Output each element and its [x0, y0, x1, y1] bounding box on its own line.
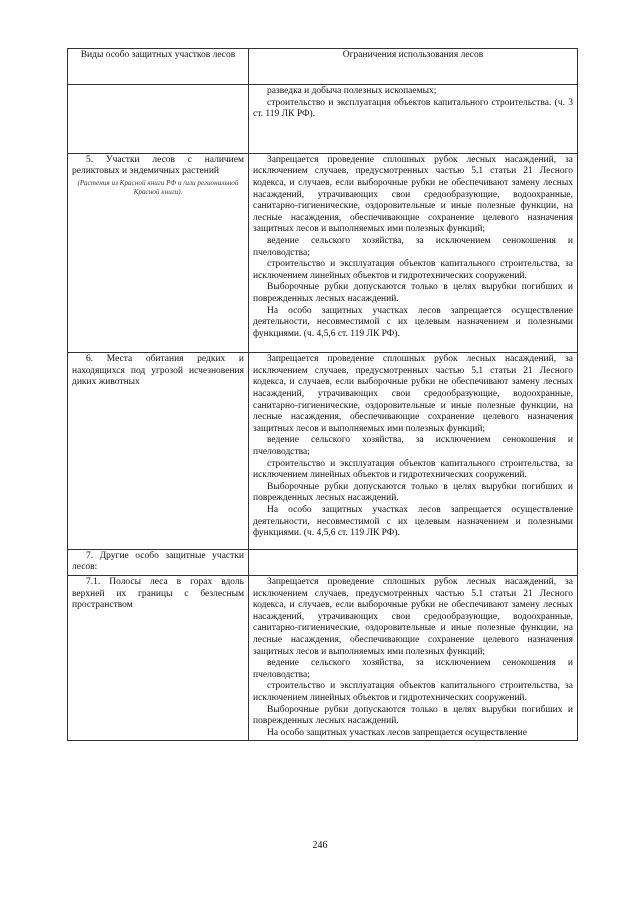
table-row [68, 549, 578, 575]
paragraph: Запрещается проведение сплошных рубок лесных насаждений, за исключением случаев, предусмотренных частью 5.1 статьи 21 Лесного кодекса, и случаев, если выборочные рубки не обеспечивают замену лесных насаждений, утрачивающих свои средообразующие, водоохранные, санитарно-гигиенические, оздоровительные и иные полезные функции, на лесные насаждения, обеспечивающие сохранение целевого назначения защитных лесов и выполняемых ими полезных функций; [253, 154, 573, 235]
paragraph: Запрещается проведение сплошных рубок лесных насаждений, за исключением случаев, предусмотренных частью 5.1 статьи 21 Лесного кодекса, и случаев, если выборочные рубки не обеспечивают замену лесных насаждений, утрачивающих свои средообразующие, водоохранные, санитарно-гигиенические, оздоровительные и иные полезные функции, на лесные насаждения, обеспечивающие сохранение целевого назначения защитных лесов и выполняемых ими полезных функций; [253, 354, 573, 434]
paragraph: разведка и добыча полезных ископаемых; [267, 86, 437, 96]
table-header-row [68, 49, 578, 85]
paragraph: На особо защитных участках лесов запрещается осуществление [267, 727, 527, 738]
header-col-area-types: Виды особо защитных участков лесов [68, 49, 249, 85]
row-text-cell [249, 353, 578, 550]
row-text-cell [249, 549, 578, 575]
table-row [68, 153, 578, 353]
row-note: (Растения из Красной книги РФ и /или региональной Красной книги). [77, 178, 239, 196]
row-label: 7.1. Полосы леса в горах вдоль верхней их границы с безлесным пространством [72, 576, 244, 611]
row-text-cell [249, 153, 578, 353]
paragraph: ведение сельского хозяйства, за исключением сенокошения и пчеловодства; [253, 658, 573, 680]
paragraph: Выборочные рубки допускаются только в целях вырубки погибших и поврежденных лесных насаждений. [253, 704, 573, 727]
paragraph: ведение сельского хозяйства, за исключением сенокошения и пчеловодства; [253, 435, 573, 458]
paragraph: строительство и эксплуатация объектов капитального строительства, за исключением линейных объектов и гидротехнических сооружений. [253, 681, 573, 703]
row-label: 5. Участки лесов с наличием реликтовых и эндемичных растений [72, 154, 244, 177]
table-row [68, 575, 578, 740]
paragraph: Выборочные рубки допускаются только в целях вырубки погибших и поврежденных лесных насаждений. [253, 481, 573, 504]
paragraph: строительство и эксплуатация объектов капитального строительства, за исключением линейных объектов и гидротехнических сооружений. [253, 458, 573, 481]
row-text-cell [249, 85, 578, 154]
paragraph: строительство и эксплуатация объектов капитального строительства. (ч. 3 ст. 119 ЛК РФ). [253, 97, 573, 120]
row-label-cell [68, 153, 249, 353]
restrictions-table [67, 48, 578, 741]
row-label: 7. Другие особо защитные участки лесов: [72, 550, 244, 573]
table-row [68, 353, 578, 550]
row-label-cell [68, 575, 249, 740]
page-number: 246 [312, 840, 328, 851]
paragraph: ведение сельского хозяйства, за исключением сенокошения и пчеловодства; [253, 235, 573, 258]
row-label-cell [68, 85, 249, 154]
paragraph: На особо защитных участках лесов запрещается осуществление деятельности, несовместимой с их целевым назначением и полезными функциями. (ч. 4,5,6 ст. 119 ЛК РФ). [253, 305, 573, 339]
paragraph: На особо защитных участках лесов запрещается осуществление деятельности, несовместимой с их целевым назначением и полезными функциями. (ч. 4,5,6 ст. 119 ЛК РФ). [253, 505, 573, 539]
paragraph: Выборочные рубки допускаются только в целях вырубки погибших и поврежденных лесных насаждений. [253, 282, 573, 304]
table-row [68, 85, 578, 154]
header-col-restrictions: Ограничения использования лесов [249, 49, 578, 85]
row-label-cell [68, 549, 249, 575]
row-label: 6. Места обитания редких и находящихся под угрозой исчезновения диких животных [72, 354, 244, 388]
row-text-cell [249, 575, 578, 740]
paragraph: Запрещается проведение сплошных рубок лесных насаждений, за исключением случаев, предусмотренных частью 5.1 статьи 21 Лесного кодекса, и случаев, если выборочные рубки не обеспечивают замену лесных насаждений, утрачивающих свои средообразующие, водоохранные, санитарно-гигиенические, оздоровительные и иные полезные функции, на лесные насаждения, обеспечивающие сохранение целевого назначения защитных лесов и выполняемых ими полезных функций; [253, 576, 573, 657]
row-label-cell [68, 353, 249, 550]
paragraph: строительство и эксплуатация объектов капитального строительства, за исключением линейных объектов и гидротехнических сооружений. [253, 259, 573, 281]
